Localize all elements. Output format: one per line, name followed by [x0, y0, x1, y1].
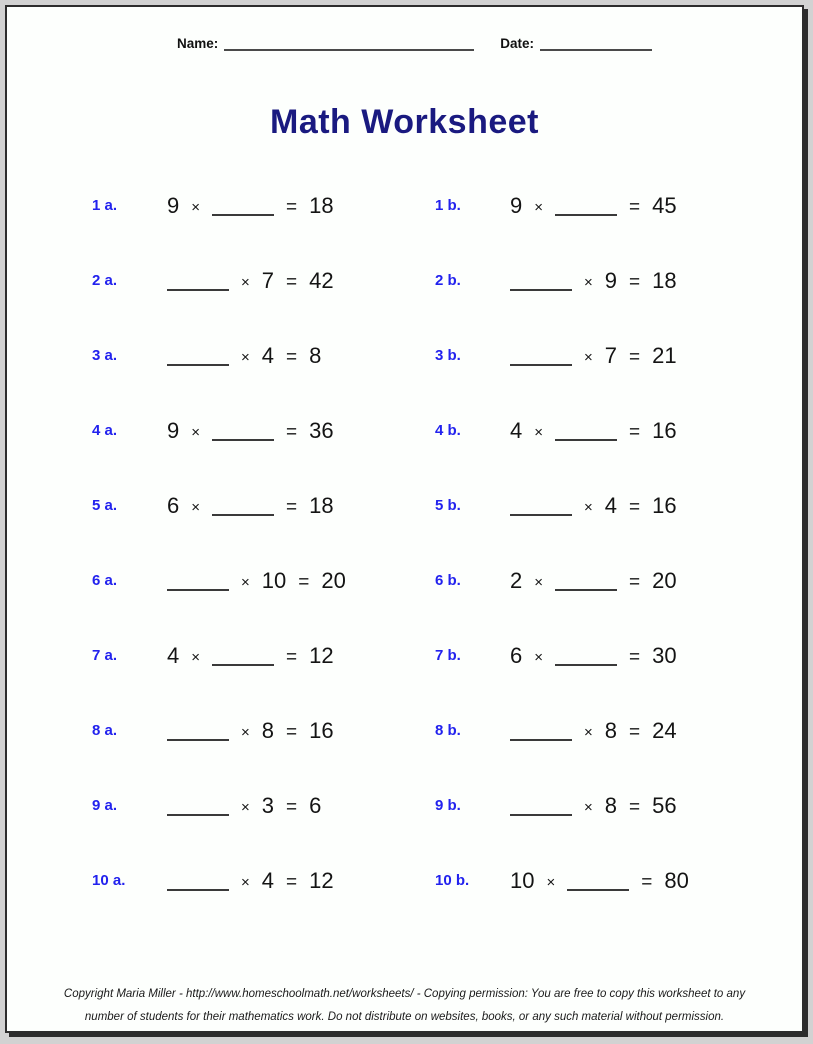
problem-cell — [435, 693, 677, 768]
worksheet-page — [5, 5, 804, 1033]
answer-blank[interactable] — [567, 871, 629, 891]
factor-value: 9 — [167, 192, 180, 218]
problem-row — [7, 243, 802, 318]
problem-row — [7, 843, 802, 918]
answer-blank[interactable] — [555, 421, 617, 441]
product-value: 21 — [652, 342, 677, 368]
problem-row — [7, 693, 802, 768]
problem-number-label: 5 b. — [435, 497, 461, 514]
factor-value: 3 — [261, 792, 275, 818]
problem-cell — [92, 468, 334, 543]
answer-blank[interactable] — [510, 796, 572, 816]
problem-row — [7, 618, 802, 693]
factor-value: 2 — [510, 567, 523, 593]
page-title: Math Worksheet — [270, 103, 539, 141]
problem-row — [7, 468, 802, 543]
product-value: 8 — [309, 342, 322, 368]
factor-value: 8 — [261, 717, 275, 743]
equation — [510, 643, 677, 669]
copyright-footer — [7, 983, 802, 1028]
multiplication-sign: × — [534, 423, 544, 441]
product-value: 16 — [652, 417, 677, 443]
answer-blank[interactable] — [212, 421, 274, 441]
problem-row — [7, 168, 802, 243]
equals-sign: = — [286, 496, 298, 518]
equals-sign: = — [286, 796, 298, 818]
problem-cell — [92, 618, 334, 693]
equals-sign: = — [629, 346, 641, 368]
problem-number-label: 6 a. — [92, 572, 118, 589]
problem-cell — [435, 768, 677, 843]
multiplication-sign: × — [584, 723, 593, 741]
answer-blank[interactable] — [510, 346, 572, 366]
product-value: 36 — [309, 417, 334, 443]
equals-sign: = — [629, 271, 641, 293]
equation — [510, 418, 677, 444]
factor-value: 9 — [604, 267, 618, 293]
factor-value: 6 — [167, 492, 180, 518]
equals-sign: = — [286, 346, 298, 368]
answer-blank[interactable] — [555, 646, 617, 666]
multiplication-sign: × — [584, 273, 593, 291]
product-value: 18 — [309, 492, 334, 518]
answer-blank[interactable] — [510, 271, 572, 291]
factor-value: 7 — [604, 342, 618, 368]
equals-sign: = — [286, 421, 298, 443]
answer-blank[interactable] — [167, 571, 229, 591]
problem-number-label: 2 b. — [435, 272, 461, 289]
equation — [167, 268, 334, 294]
equals-sign: = — [286, 871, 298, 893]
factor-value: 4 — [261, 867, 275, 893]
problem-row — [7, 318, 802, 393]
product-value: 18 — [652, 267, 677, 293]
equals-sign: = — [298, 571, 310, 593]
equation — [167, 868, 334, 894]
problems-grid — [7, 168, 802, 918]
problem-number-label: 10 a. — [92, 872, 126, 889]
problem-number-label: 8 b. — [435, 722, 461, 739]
equation — [510, 343, 677, 369]
equals-sign: = — [286, 646, 298, 668]
name-label: Name: — [177, 36, 219, 51]
multiplication-sign: × — [584, 348, 593, 366]
problem-cell — [435, 168, 677, 243]
problem-row — [7, 543, 802, 618]
equation — [167, 193, 334, 219]
problem-number-label: 1 a. — [92, 197, 118, 214]
equals-sign: = — [629, 571, 641, 593]
product-value: 12 — [309, 642, 334, 668]
multiplication-sign: × — [191, 423, 201, 441]
problem-number-label: 4 a. — [92, 422, 118, 439]
equation — [167, 493, 334, 519]
equation — [510, 793, 677, 819]
product-value: 6 — [309, 792, 322, 818]
multiplication-sign: × — [546, 873, 556, 891]
product-value: 12 — [309, 867, 334, 893]
problem-number-label: 9 b. — [435, 797, 461, 814]
product-value: 24 — [652, 717, 677, 743]
answer-blank[interactable] — [510, 721, 572, 741]
product-value: 56 — [652, 792, 677, 818]
factor-value: 8 — [604, 792, 618, 818]
multiplication-sign: × — [584, 498, 593, 516]
problem-cell — [435, 618, 677, 693]
multiplication-sign: × — [584, 798, 593, 816]
equals-sign: = — [629, 496, 641, 518]
multiplication-sign: × — [241, 873, 250, 891]
problem-cell — [435, 543, 677, 618]
multiplication-sign: × — [534, 198, 544, 216]
problem-number-label: 3 b. — [435, 347, 461, 364]
equation — [167, 718, 334, 744]
problem-cell — [92, 393, 334, 468]
problem-number-label: 7 a. — [92, 647, 118, 664]
equals-sign: = — [629, 421, 641, 443]
answer-blank[interactable] — [167, 721, 229, 741]
problem-cell — [92, 318, 321, 393]
date-label: Date: — [500, 36, 535, 51]
equation — [510, 718, 677, 744]
multiplication-sign: × — [534, 648, 544, 666]
equals-sign: = — [629, 721, 641, 743]
equation — [167, 418, 334, 444]
problem-number-label: 8 a. — [92, 722, 118, 739]
answer-blank[interactable] — [510, 496, 572, 516]
equals-sign: = — [629, 646, 641, 668]
multiplication-sign: × — [241, 348, 250, 366]
factor-value: 9 — [510, 192, 523, 218]
answer-blank[interactable] — [167, 796, 229, 816]
factor-value: 4 — [261, 342, 275, 368]
problem-cell — [92, 843, 334, 918]
multiplication-sign: × — [191, 198, 201, 216]
factor-value: 10 — [510, 867, 535, 893]
problem-cell — [92, 693, 334, 768]
equation — [510, 493, 677, 519]
problem-number-label: 4 b. — [435, 422, 461, 439]
product-value: 45 — [652, 192, 677, 218]
equals-sign: = — [286, 196, 298, 218]
problem-number-label: 1 b. — [435, 197, 461, 214]
answer-blank[interactable] — [212, 646, 274, 666]
product-value: 18 — [309, 192, 334, 218]
copyright-line-1: Copyright Maria Miller - http://www.homeschoolmath.net/worksheets/ - Copying permission: You are free to copy this worksheet to any — [63, 988, 746, 1000]
date-input-line[interactable] — [540, 35, 652, 51]
equation — [510, 268, 677, 294]
equals-sign: = — [629, 196, 641, 218]
factor-value: 4 — [604, 492, 618, 518]
equation — [510, 193, 677, 219]
factor-value: 6 — [510, 642, 523, 668]
copyright-line-2: number of students for their mathematics work. Do not distribute on websites, books, or any such material without permission. — [84, 1010, 725, 1023]
problem-cell — [435, 318, 677, 393]
equation — [510, 568, 677, 594]
problem-number-label: 5 a. — [92, 497, 118, 514]
problem-cell — [435, 843, 689, 918]
multiplication-sign: × — [241, 573, 250, 591]
product-value: 16 — [652, 492, 677, 518]
problem-cell — [92, 543, 346, 618]
equation — [167, 643, 334, 669]
multiplication-sign: × — [191, 498, 201, 516]
product-value: 20 — [652, 567, 677, 593]
product-value: 30 — [652, 642, 677, 668]
problem-number-label: 10 b. — [435, 872, 470, 889]
equation — [167, 343, 321, 369]
problem-cell — [92, 168, 334, 243]
product-value: 20 — [321, 567, 346, 593]
equals-sign: = — [641, 871, 653, 893]
problem-number-label: 2 a. — [92, 272, 118, 289]
product-value: 42 — [309, 267, 334, 293]
equation — [510, 868, 689, 894]
problem-row — [7, 768, 802, 843]
product-value: 16 — [309, 717, 334, 743]
problem-cell — [92, 768, 321, 843]
answer-blank[interactable] — [167, 871, 229, 891]
factor-value: 10 — [261, 567, 287, 593]
problem-cell — [435, 243, 677, 318]
answer-blank[interactable] — [555, 571, 617, 591]
equals-sign: = — [286, 721, 298, 743]
equation — [167, 568, 346, 594]
problem-number-label: 9 a. — [92, 797, 118, 814]
factor-value: 7 — [261, 267, 275, 293]
problem-cell — [435, 393, 677, 468]
answer-blank[interactable] — [212, 496, 274, 516]
problem-cell — [435, 468, 677, 543]
factor-value: 4 — [510, 417, 523, 443]
equation — [167, 793, 321, 819]
factor-value: 4 — [167, 642, 180, 668]
answer-blank[interactable] — [212, 196, 274, 216]
problem-cell — [92, 243, 334, 318]
answer-blank[interactable] — [555, 196, 617, 216]
equals-sign: = — [286, 271, 298, 293]
multiplication-sign: × — [534, 573, 544, 591]
multiplication-sign: × — [191, 648, 201, 666]
equals-sign: = — [629, 796, 641, 818]
answer-blank[interactable] — [167, 271, 229, 291]
problem-number-label: 6 b. — [435, 572, 461, 589]
problem-row — [7, 393, 802, 468]
product-value: 80 — [664, 867, 689, 893]
name-date-header — [177, 35, 652, 51]
factor-value: 8 — [604, 717, 618, 743]
multiplication-sign: × — [241, 723, 250, 741]
answer-blank[interactable] — [167, 346, 229, 366]
factor-value: 9 — [167, 417, 180, 443]
problem-number-label: 3 a. — [92, 347, 118, 364]
problem-number-label: 7 b. — [435, 647, 461, 664]
name-input-line[interactable] — [224, 35, 474, 51]
multiplication-sign: × — [241, 273, 250, 291]
multiplication-sign: × — [241, 798, 250, 816]
